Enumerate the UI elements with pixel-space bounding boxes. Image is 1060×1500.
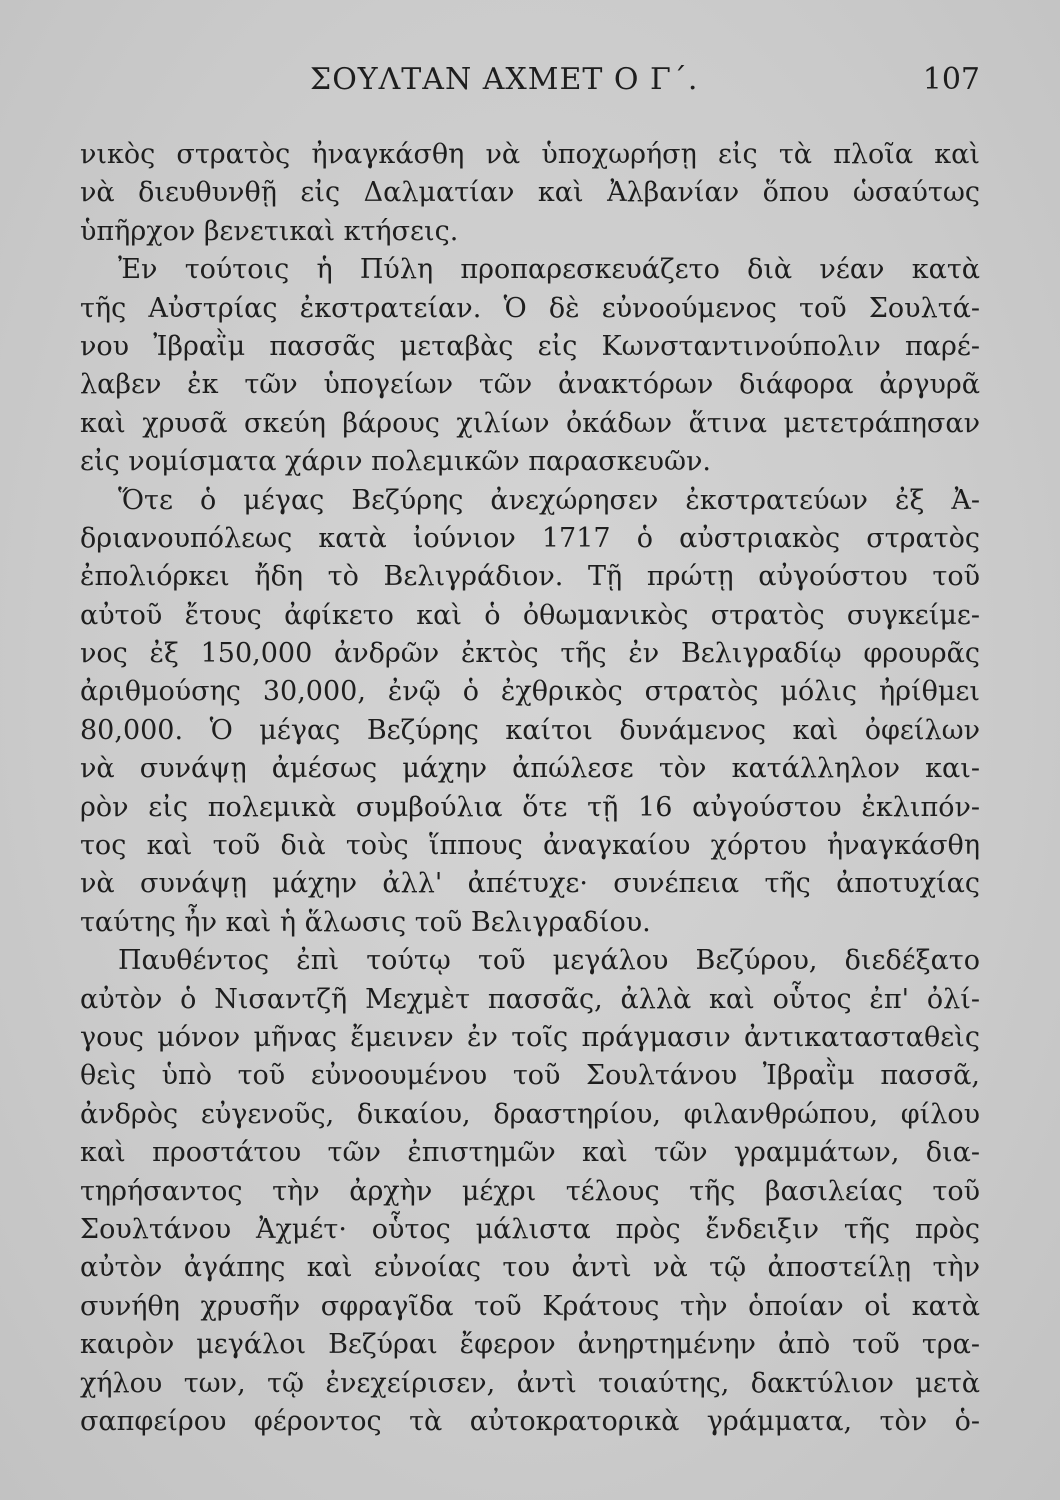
- text-line: ρὸν εἰς πολεμικὰ συμβούλια ὅτε τῇ 16 αὐγούστου ἐκλιπόν-: [80, 791, 980, 823]
- text-line: καὶ προστάτου τῶν ἐπιστημῶν καὶ τῶν γραμμάτων, δια-: [80, 1137, 980, 1169]
- text-line: καὶ χρυσᾶ σκεύη βάρους χιλίων ὀκάδων ἅτινα μετετράπησαν: [80, 407, 980, 439]
- text-line: γους μόνον μῆνας ἔμεινεν ἐν τοῖς πράγμασιν ἀντικατασταθεὶς: [80, 1021, 980, 1053]
- text-line: αὐτὸν ἀγάπης καὶ εὐνοίας του ἀντὶ νὰ τῷ ἀποστείλῃ τὴν: [80, 1252, 980, 1284]
- text-line: τηρήσαντος τὴν ἀρχὴν μέχρι τέλους τῆς βασιλείας τοῦ: [80, 1175, 980, 1207]
- text-line: ἀριθμούσης 30,000, ἐνῷ ὁ ἐχθρικὸς στρατὸς μόλις ἠρίθμει: [80, 676, 980, 708]
- text-line: νος ἐξ 150,000 ἀνδρῶν ἐκτὸς τῆς ἐν Βελιγραδίῳ φρουρᾶς: [80, 638, 980, 670]
- running-title: ΣΟΥΛΤΑΝ ΑΧΜΕΤ Ο Γ΄.: [310, 62, 699, 97]
- text-line: δριανουπόλεως κατὰ ἰούνιον 1717 ὁ αὐστριακὸς στρατὸς: [80, 522, 980, 554]
- text-line: Σουλτάνου Ἀχμέτ· οὗτος μάλιστα πρὸς ἔνδειξιν τῆς πρὸς: [80, 1213, 980, 1245]
- text-line: ὑπῆρχον βενετικαὶ κτήσεις.: [80, 215, 459, 247]
- page-number: 107: [922, 62, 980, 97]
- text-line: τος καὶ τοῦ διὰ τοὺς ἵππους ἀναγκαίου χόρτου ἠναγκάσθη: [80, 830, 980, 862]
- text-line: νὰ συνάψῃ ἀμέσως μάχην ἀπώλεσε τὸν κατάλληλον και-: [80, 753, 980, 785]
- text-line: Ὅτε ὁ μέγας Βεζύρης ἀνεχώρησεν ἐκστρατεύων ἐξ Ἀ-: [118, 484, 980, 516]
- text-line: νικὸς στρατὸς ἠναγκάσθη νὰ ὑποχωρήσῃ εἰς τὰ πλοῖα καὶ: [80, 139, 980, 170]
- text-line: αὐτὸν ὁ Νισαντζῆ Μεχμὲτ πασσᾶς, ἀλλὰ καὶ οὗτος ἐπ' ὀλί-: [80, 983, 980, 1015]
- running-head: [80, 62, 980, 106]
- text-line: συνήθη χρυσῆν σφραγῖδα τοῦ Κράτους τὴν ὁποίαν οἱ κατὰ: [80, 1290, 980, 1322]
- text-line: νὰ συνάψῃ μάχην ἀλλ' ἀπέτυχε· συνέπεια τῆς ἀποτυχίας: [80, 868, 980, 900]
- text-line: 80,000. Ὁ μέγας Βεζύρης καίτοι δυνάμενος καὶ ὀφείλων: [80, 714, 980, 746]
- text-line: αὐτοῦ ἔτους ἀφίκετο καὶ ὁ ὀθωμανικὸς στρατὸς συγκείμε-: [80, 599, 980, 631]
- text-line: ἐπολιόρκει ἤδη τὸ Βελιγράδιον. Τῇ πρώτῃ αὐγούστου τοῦ: [80, 561, 980, 593]
- text-line: καιρὸν μεγάλοι Βεζύραι ἔφερον ἀνηρτημένην ἀπὸ τοῦ τρα-: [80, 1329, 980, 1361]
- text-line: ἀνδρὸς εὐγενοῦς, δικαίου, δραστηρίου, φιλανθρώπου, φίλου: [80, 1098, 980, 1130]
- text-line: νὰ διευθυνθῇ εἰς Δαλματίαν καὶ Ἀλβανίαν ὅπου ὡσαύτως: [80, 177, 980, 209]
- text-line: Ἐν τούτοις ἡ Πύλη προπαρεσκευάζετο διὰ νέαν κατὰ: [118, 254, 980, 286]
- text-line: λαβεν ἐκ τῶν ὑπογείων τῶν ἀνακτόρων διάφορα ἀργυρᾶ: [80, 369, 980, 401]
- text-line: εἰς νομίσματα χάριν πολεμικῶν παρασκευῶν.: [80, 446, 712, 478]
- text-line: τῆς Αὐστρίας ἐκστρατείαν. Ὁ δὲ εὐνοούμενος τοῦ Σουλτά-: [80, 292, 980, 324]
- text-line: χήλου των, τῷ ἐνεχείρισεν, ἀντὶ τοιαύτης, δακτύλιον μετὰ: [80, 1367, 980, 1399]
- body-text: [80, 136, 980, 1441]
- text-line: θεὶς ὑπὸ τοῦ εὐνοουμένου τοῦ Σουλτάνου Ἰβραῒμ πασσᾶ,: [80, 1060, 980, 1092]
- text-line: νου Ἰβραῒμ πασσᾶς μεταβὰς εἰς Κωνσταντινούπολιν παρέ-: [80, 330, 980, 362]
- text-line: ταύτης ἦν καὶ ἡ ἅλωσις τοῦ Βελιγραδίου.: [80, 906, 651, 938]
- text-line: σαπφείρου φέροντος τὰ αὐτοκρατορικὰ γράμματα, τὸν ὁ-: [80, 1405, 980, 1437]
- text-line: Παυθέντος ἐπὶ τούτῳ τοῦ μεγάλου Βεζύρου, διεδέξατο: [118, 945, 980, 977]
